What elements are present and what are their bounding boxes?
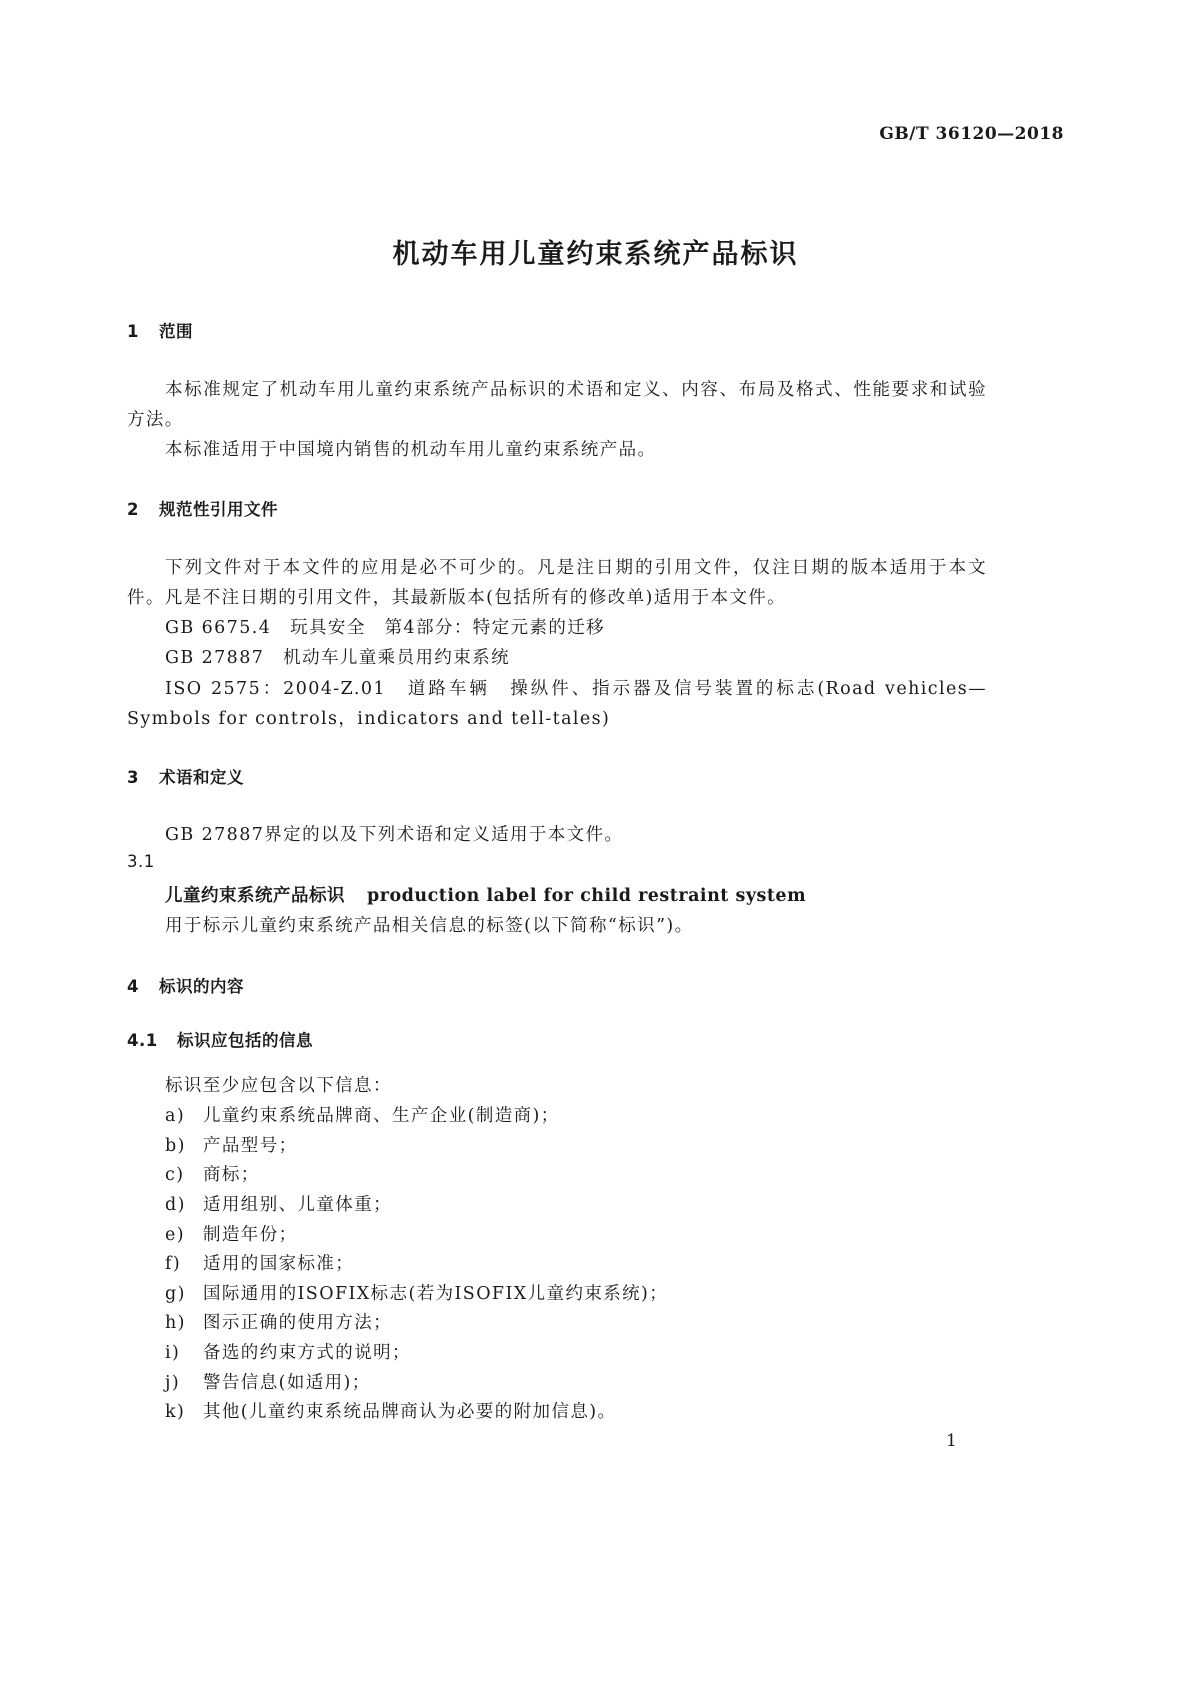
- list-text: 适用组别、儿童体重；: [203, 1195, 392, 1215]
- section-title: 术语和定义: [159, 768, 244, 787]
- list-text: 警告信息(如适用)；: [203, 1373, 371, 1393]
- list-item: [165, 1132, 298, 1157]
- section-1-heading: [127, 318, 193, 342]
- term-chinese: 儿童约束系统产品标识: [165, 886, 345, 906]
- section-number: 1: [127, 322, 139, 341]
- list-item: [165, 1161, 260, 1186]
- term-definition: 用于标示儿童约束系统产品相关信息的标签(以下简称“标识”)。: [165, 916, 694, 936]
- document-code: GB/T 36120—2018: [879, 124, 1064, 144]
- section-number: 4: [127, 977, 139, 996]
- list-label: h): [165, 1313, 186, 1333]
- scope-paragraph-2: 本标准适用于中国境内销售的机动车用儿童约束系统产品。: [165, 440, 657, 460]
- list-label: j): [165, 1373, 181, 1393]
- term-number: 3.1: [127, 852, 155, 871]
- section-number: 3: [127, 768, 139, 787]
- normative-ref-item: GB 6675.4 玩具安全 第4部分：特定元素的迁移: [165, 618, 606, 638]
- list-label: g): [165, 1284, 186, 1304]
- subsection-4-1-heading: [127, 1027, 313, 1051]
- content-intro: 标识至少应包含以下信息：: [165, 1076, 392, 1096]
- scope-paragraph-1: 本标准规定了机动车用儿童约束系统产品标识的术语和定义、内容、布局及格式、性能要求和试验方法。: [127, 380, 987, 430]
- normative-intro: 下列文件对于本文件的应用是必不可少的。凡是注日期的引用文件，仅注日期的版本适用于本文件。凡是不注日期的引用文件，其最新版本(包括所有的修改单)适用于本文件。: [127, 558, 987, 608]
- list-label: c): [165, 1165, 185, 1185]
- list-text: 儿童约束系统品牌商、生产企业(制造商)；: [203, 1106, 560, 1126]
- list-item: [165, 1102, 560, 1127]
- list-text: 图示正确的使用方法；: [203, 1313, 392, 1333]
- list-label: i): [165, 1343, 181, 1363]
- section-title: 范围: [159, 322, 193, 341]
- list-text: 国际通用的ISOFIX标志(若为ISOFIX儿童约束系统)；: [203, 1284, 669, 1304]
- normative-ref-item: ISO 2575：2004-Z.01 道路车辆 操纵件、指示器及信号装置的标志(Road vehicles—Symbols for controls，indicators and tell-tales): [127, 679, 987, 729]
- list-item: [165, 1250, 354, 1275]
- document-title: 机动车用儿童约束系统产品标识: [392, 239, 799, 270]
- list-text: 制造年份；: [203, 1225, 298, 1245]
- list-item: [165, 1369, 371, 1394]
- list-item: [165, 1398, 616, 1423]
- term-heading: [165, 882, 806, 907]
- list-label: d): [165, 1195, 186, 1215]
- terms-intro: GB 27887界定的以及下列术语和定义适用于本文件。: [165, 825, 624, 845]
- page-number: 1: [946, 1431, 957, 1451]
- list-text: 适用的国家标准；: [203, 1254, 355, 1274]
- list-label: b): [165, 1136, 186, 1156]
- list-item: [165, 1309, 392, 1334]
- term-english: production label for child restraint system: [367, 886, 807, 906]
- list-text: 其他(儿童约束系统品牌商认为必要的附加信息)。: [203, 1402, 617, 1422]
- section-title: 规范性引用文件: [159, 500, 278, 519]
- list-item: [165, 1280, 668, 1305]
- section-2-heading: [127, 496, 278, 520]
- section-number: 2: [127, 500, 139, 519]
- section-3-heading: [127, 764, 244, 788]
- list-text: 产品型号；: [203, 1136, 298, 1156]
- normative-ref-item: GB 27887 机动车儿童乘员用约束系统: [165, 648, 510, 668]
- list-text: 商标；: [203, 1165, 260, 1185]
- subsection-number: 4.1: [127, 1031, 158, 1050]
- list-item: [165, 1221, 298, 1246]
- subsection-title: 标识应包括的信息: [177, 1031, 313, 1050]
- list-item: [165, 1339, 411, 1364]
- list-label: k): [165, 1402, 186, 1422]
- section-title: 标识的内容: [159, 977, 244, 996]
- section-4-heading: [127, 973, 244, 997]
- list-label: e): [165, 1225, 185, 1245]
- list-label: f): [165, 1254, 182, 1274]
- list-label: a): [165, 1106, 186, 1126]
- list-text: 备选的约束方式的说明；: [203, 1343, 411, 1363]
- list-item: [165, 1191, 392, 1216]
